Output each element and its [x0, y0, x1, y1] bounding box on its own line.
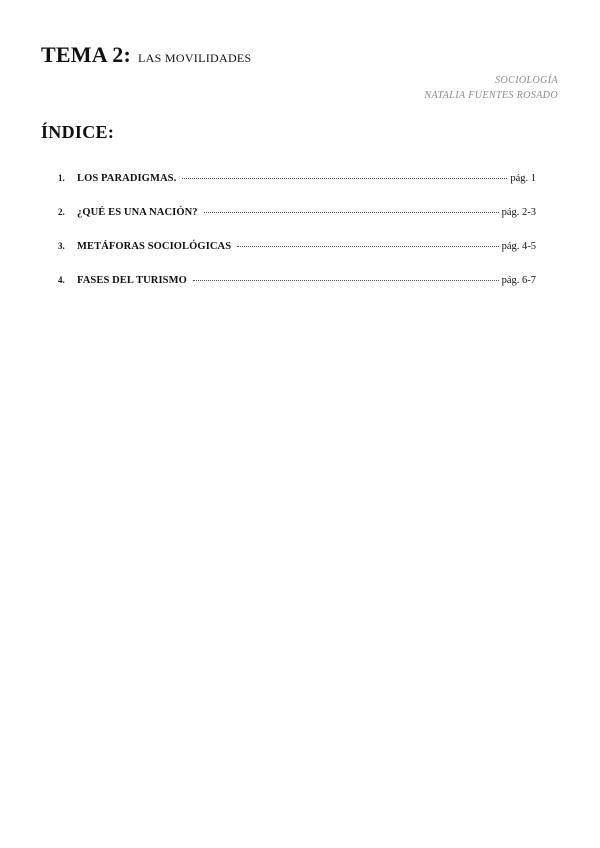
toc-item-page: pág. 6-7: [501, 275, 536, 286]
document-title: [41, 44, 252, 66]
toc-item-label: LOS PARADIGMAS.: [77, 173, 177, 184]
toc-dot-leader: [204, 212, 499, 213]
toc-dot-leader: [237, 246, 498, 247]
subject-label: SOCIOLOGÍA: [495, 75, 558, 86]
title-subtitle: LAS MOVILIDADES: [138, 51, 252, 65]
toc-item-label: METÁFORAS SOCIOLÓGICAS: [77, 241, 232, 252]
author-name: NATALIA FUENTES ROSADO: [424, 90, 558, 101]
title-main: TEMA 2:: [41, 42, 132, 67]
toc-item-page: pág. 4-5: [501, 241, 536, 252]
toc-item-number: 1.: [58, 173, 65, 183]
toc-dot-leader: [182, 178, 507, 179]
toc-item-number: 3.: [58, 241, 65, 251]
toc-item[interactable]: [58, 241, 536, 275]
toc-dot-leader: [193, 280, 499, 281]
toc-item[interactable]: [58, 275, 536, 309]
table-of-contents: [58, 173, 536, 309]
toc-item-page: pág. 1: [510, 173, 536, 184]
document-meta: [424, 73, 558, 103]
toc-item-number: 2.: [58, 207, 65, 217]
toc-item[interactable]: [58, 207, 536, 241]
toc-item-label: FASES DEL TURISMO: [77, 275, 187, 286]
toc-item-page: pág. 2-3: [501, 207, 536, 218]
toc-item-label: ¿QUÉ ES UNA NACIÓN?: [77, 207, 198, 218]
toc-item[interactable]: [58, 173, 536, 207]
index-heading: ÍNDICE:: [41, 122, 115, 142]
toc-item-number: 4.: [58, 275, 65, 285]
